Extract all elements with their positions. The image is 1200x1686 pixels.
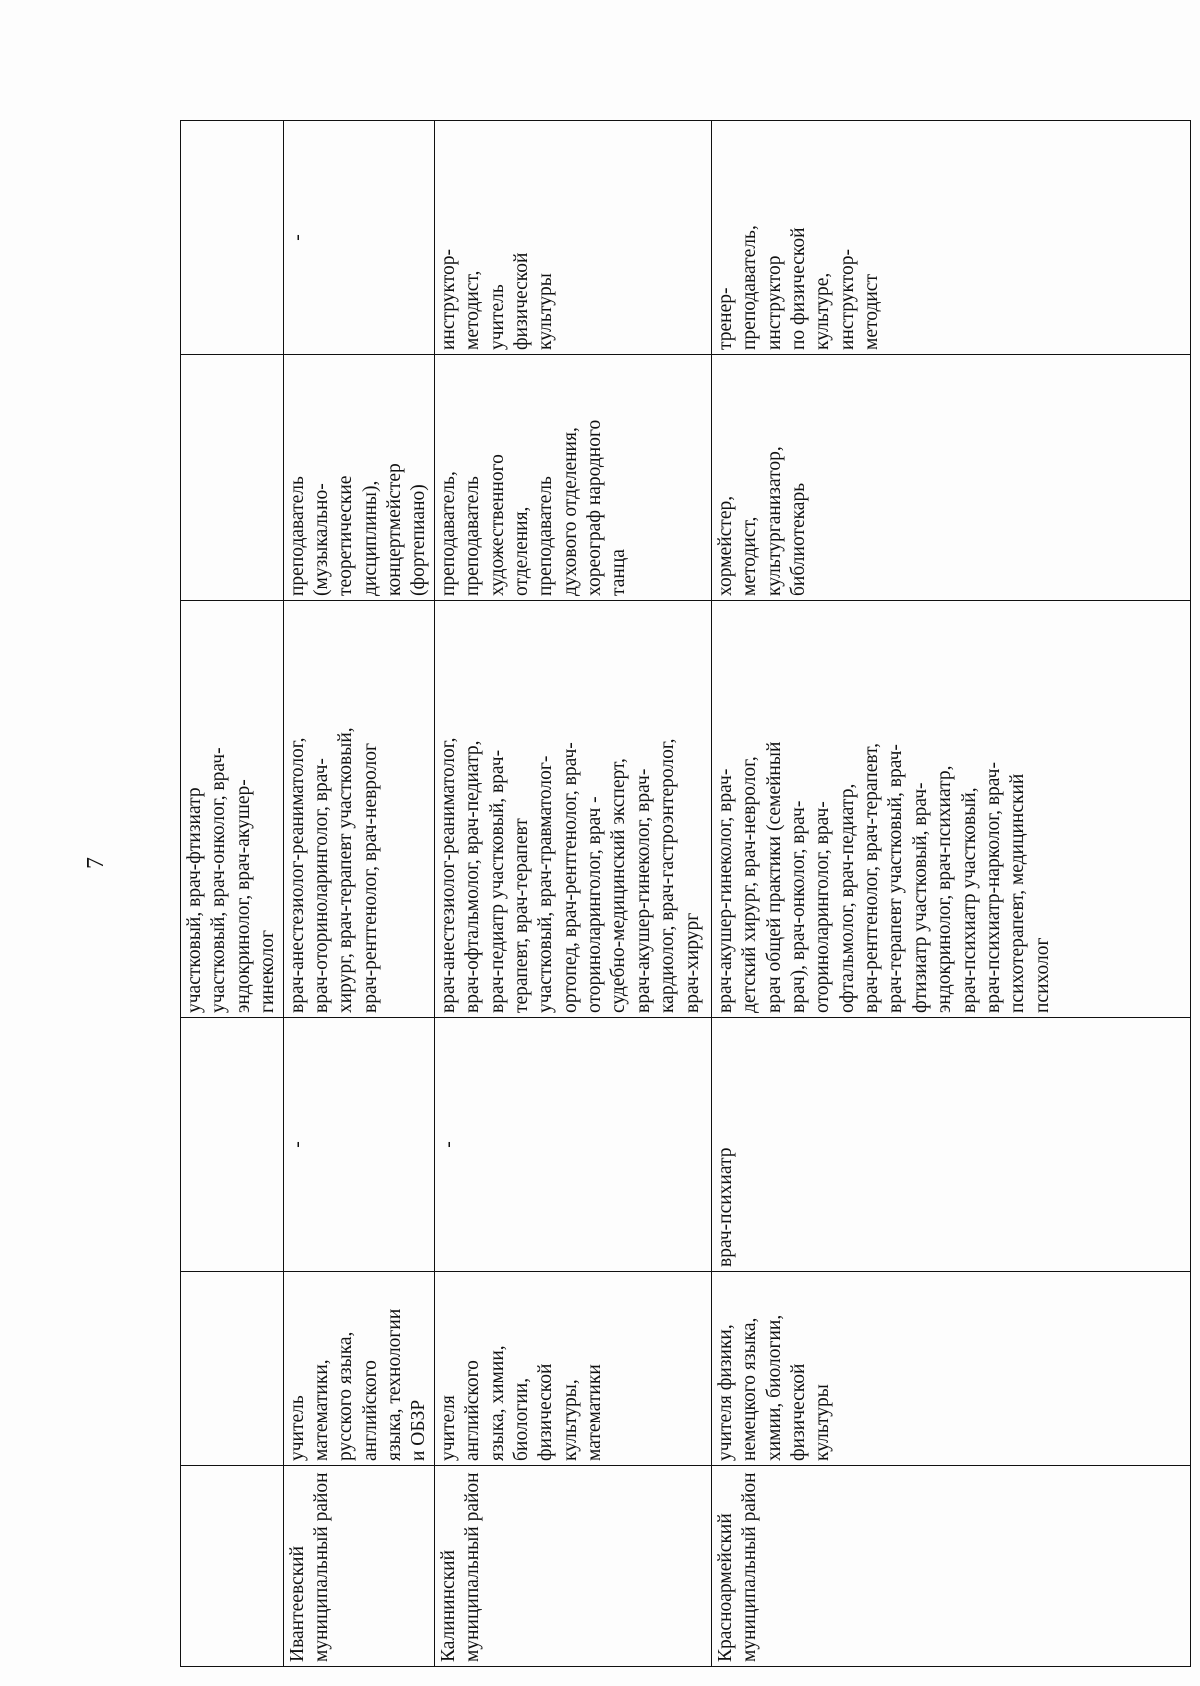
positions-table [180,120,1191,1667]
culture-cell: преподаватель (музыкально- теоретические дисциплины), концертмейстер (фортепиано) [283,355,434,601]
table-row [283,121,434,1667]
psychiatry-cell [181,1018,284,1272]
district-cell: Ивантеевский муниципальный район [283,1466,434,1667]
table-row [711,121,1190,1667]
table-row [434,121,711,1667]
sport-cell: тренер- преподаватель, инструктор по физической культуре, инструктор- методист [711,121,1190,355]
sport-cell: инструктор- методист, учитель физической культуры [434,121,711,355]
doctors-cell: врач-анестезиолог-реаниматолог, врач-офтальмолог, врач-педиатр, врач-педиатр участковый, врач- терапевт, врач-терапевт участковый, врач-травматолог- ортопед, врач-рентгенолог, врач- оториноларинголог, врач - судебно-медицинский эксперт, врач-акушер-гинеколог, врач- кардиолог, врач-гастроэнтеролог, врач-хирург [434,601,711,1018]
sport-cell [181,121,284,355]
teachers-cell: учителя английского языка, химии, биологии, физической культуры, математики [434,1272,711,1466]
psychiatry-cell: - [434,1018,711,1272]
district-cell: Красноармейский муниципальный район [711,1466,1190,1667]
district-cell: Калининский муниципальный район [434,1466,711,1667]
culture-cell [181,355,284,601]
rotated-table-wrapper [180,121,1180,1667]
doctors-cell: врач-акушер-гинеколог, врач- детский хирург, врач-невролог, врач общей практики (семейный врач), врач-онколог, врач- оториноларинголог, врач- офтальмолог, врач-педиатр, врач-рентгенолог, врач-терапевт, врач-терапевт участковый, врач- фтизиатр участковый, врач- эндокринолог, врач-психиатр, врач-психиатр участковый, врач-психиатр-нарколог, врач- психотерапевт, медицинский психолог [711,601,1190,1018]
psychiatry-cell: - [283,1018,434,1272]
sport-cell: - [283,121,434,355]
psychiatry-cell: врач-психиатр [711,1018,1190,1272]
doctors-cell: участковый, врач-фтизиатр участковый, врач-онколог, врач- эндокринолог, врач-акушер- гинеколог [181,601,284,1018]
culture-cell: преподаватель, преподаватель художественного отделения, преподаватель духового отделения, хореограф народного танца [434,355,711,601]
table-row [181,121,284,1667]
teachers-cell [181,1272,284,1466]
teachers-cell: учитель математики, русского языка, английского языка, технологии и ОБЗР [283,1272,434,1466]
district-cell [181,1466,284,1667]
teachers-cell: учителя физики, немецкого языка, химии, биологии, физической культуры [711,1272,1190,1466]
page-number: 7 [83,857,109,869]
culture-cell: хормейстер, методист, культурганизатор, библиотекарь [711,355,1190,601]
doctors-cell: врач-анестезиолог-реаниматолог, врач-оториноларинголог, врач- хирург, врач-терапевт участковый, врач-рентгенолог, врач-невролог [283,601,434,1018]
